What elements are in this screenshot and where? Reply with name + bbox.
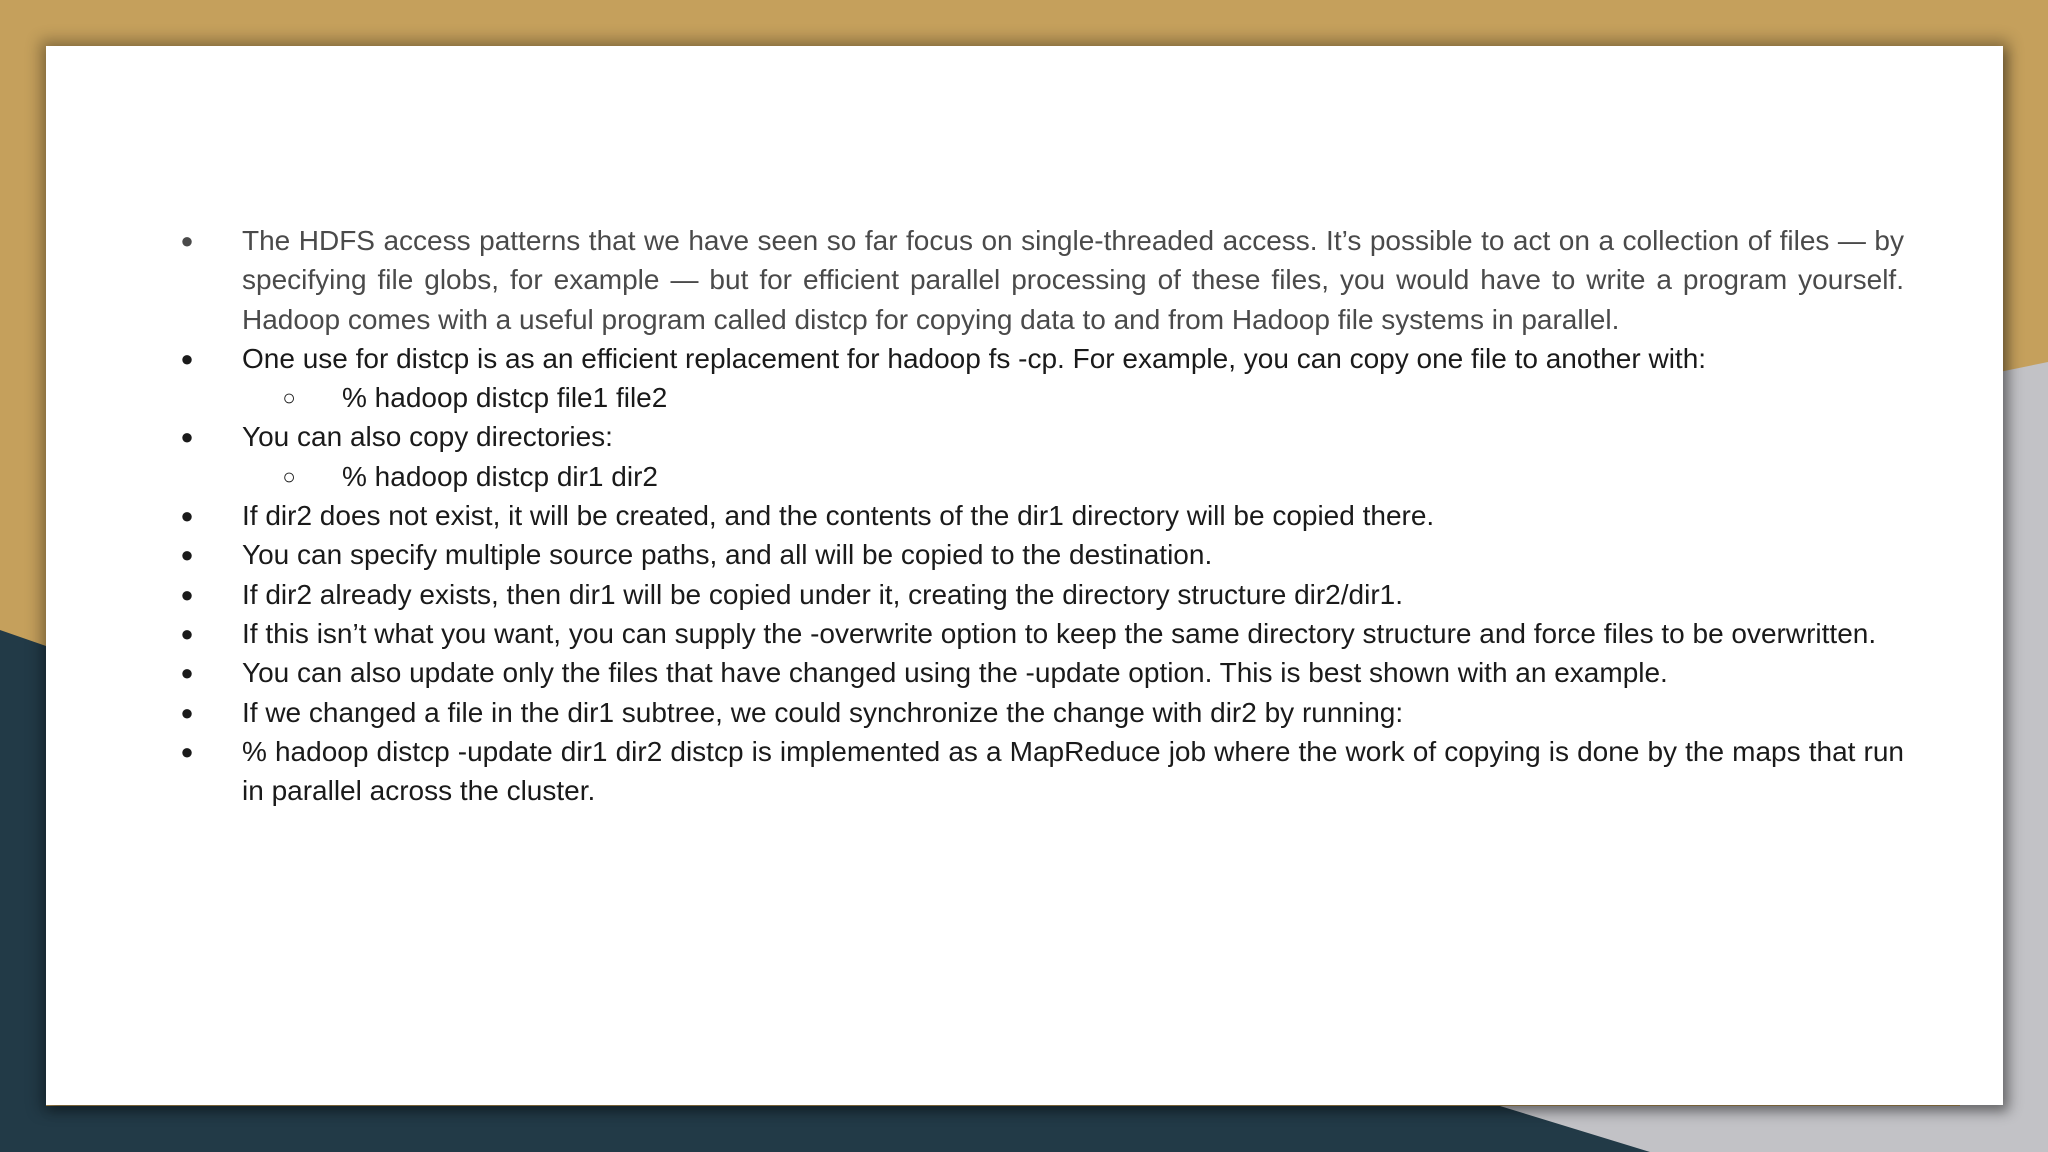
bullet-text: You can also update only the files that have changed using the -update option. This is best shown with an example.	[242, 657, 1668, 689]
bullet-item	[180, 732, 1904, 811]
bullet-item	[180, 496, 1904, 535]
bullet-text: % hadoop distcp file1 file2	[342, 382, 668, 414]
dot-bullet-icon: ●	[180, 503, 194, 529]
bullet-item	[180, 221, 1904, 339]
bullet-list	[180, 221, 1904, 810]
dot-bullet-icon: ●	[180, 581, 194, 607]
bullet-item	[180, 535, 1904, 574]
circle-bullet-icon: ○	[282, 463, 296, 489]
bullet-text: You can specify multiple source paths, and all will be copied to the destination.	[242, 539, 1213, 571]
bullet-item	[180, 693, 1904, 732]
sub-bullet-item	[196, 378, 1904, 417]
dot-bullet-icon: ●	[180, 542, 194, 568]
dot-bullet-icon: ●	[180, 660, 194, 686]
bullet-text: If dir2 already exists, then dir1 will be copied under it, creating the directory structure dir2/dir1.	[242, 578, 1404, 610]
sub-bullet-item	[196, 457, 1904, 496]
bullet-text: If dir2 does not exist, it will be created, and the contents of the dir1 directory will be copied there.	[242, 500, 1435, 532]
dot-bullet-icon: ●	[180, 699, 194, 725]
dot-bullet-icon: ●	[180, 738, 194, 764]
dot-bullet-icon: ●	[180, 345, 194, 371]
bullet-text: If this isn’t what you want, you can supply the -overwrite option to keep the same directory structure and force files to be overwritten.	[242, 617, 1877, 649]
circle-bullet-icon: ○	[282, 385, 296, 411]
bullet-text: % hadoop distcp dir1 dir2	[342, 460, 658, 492]
bullet-text: You can also copy directories:	[242, 421, 613, 453]
dot-bullet-icon: ●	[180, 228, 194, 253]
bullet-text: If we changed a file in the dir1 subtree, we could synchronize the change with dir2 by running:	[242, 696, 1404, 728]
bullet-item	[180, 614, 1904, 653]
bullet-text: The HDFS access patterns that we have seen so far focus on single-threaded access. It’s possible to act on a collection of files — by specifying file globs, for example — but for efficient parallel processing of these files, you would have to write a program yourself. Hadoop comes with a useful program called distcp for copying data to and from Hadoop file systems in parallel.	[242, 225, 1904, 335]
bullet-text: One use for distcp is as an efficient replacement for hadoop fs -cp. For example, you can copy one file to another with:	[242, 342, 1707, 374]
bullet-item	[180, 575, 1904, 614]
dot-bullet-icon: ●	[180, 620, 194, 646]
dot-bullet-icon: ●	[180, 424, 194, 450]
bullet-item	[180, 339, 1904, 378]
bullet-text: % hadoop distcp -update dir1 dir2 distcp is implemented as a MapReduce job where the work of copying is done by the maps that run in parallel across the cluster.	[242, 735, 1904, 807]
bullet-item	[180, 653, 1904, 692]
bullet-item	[180, 417, 1904, 456]
